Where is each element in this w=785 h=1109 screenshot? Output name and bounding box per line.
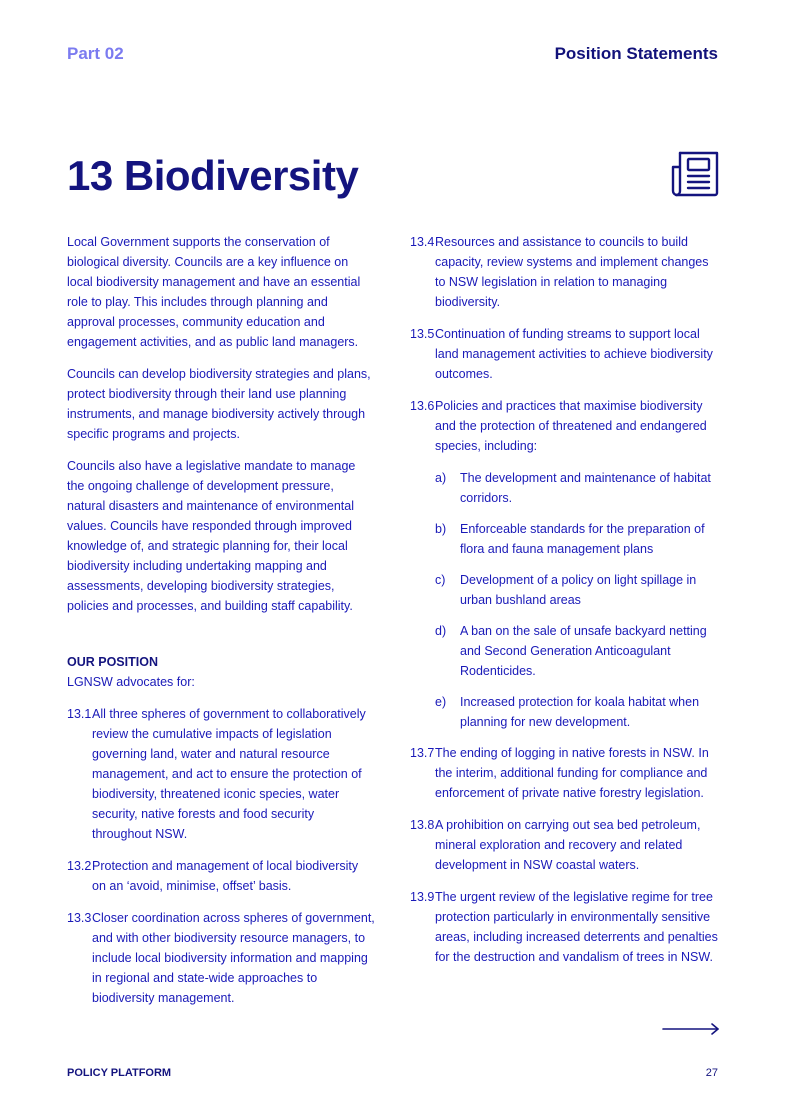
item-text: Policies and practices that maximise biodiversity and the protection of threatened and endangered species, including: — [435, 399, 707, 453]
item-number: 13.6 — [410, 399, 435, 413]
item-text: The ending of logging in native forests in NSW. In the interim, additional funding for compliance and enforcement of private native forestry legislation. — [435, 746, 709, 800]
sub-item — [410, 468, 720, 508]
intro-paragraph: Councils also have a legislative mandate to manage the ongoing challenge of development pressure, natural disasters and maintenance of environmental values. Councils have responded through improved knowledge of, and strategic planning for, their local biodiversity including undertaking mapping and assessments, developing biodiversity strategies, policies and processes, and building staff capability. — [67, 459, 356, 613]
item-text: Continuation of funding streams to support local land management activities to achieve biodiversity outcomes. — [435, 327, 713, 381]
item-text: All three spheres of government to collaboratively review the cumulative impacts of legislation governing land, water and natural resource management, and act to ensure the protection of biodiversity, threatened iconic species, water security, native forests and food security throughout NSW. — [92, 707, 366, 841]
our-position-heading: OUR POSITION — [67, 655, 158, 669]
sub-item-text: The development and maintenance of habitat corridors. — [460, 471, 711, 505]
position-item — [67, 856, 375, 896]
sub-item-letter: a) — [435, 471, 447, 485]
page-title: 13 Biodiversity — [67, 152, 359, 199]
sub-item-text: Enforceable standards for the preparation of flora and fauna management plans — [460, 522, 705, 556]
arrow-right-icon[interactable] — [662, 1022, 720, 1036]
sub-item-letter: d) — [435, 624, 447, 638]
position-item — [410, 887, 720, 967]
position-item — [410, 232, 720, 312]
sub-item-text: A ban on the sale of unsafe backyard netting and Second Generation Anticoagulant Rodenticides. — [460, 624, 707, 678]
footer-label: POLICY PLATFORM — [67, 1067, 172, 1079]
our-position-lead: LGNSW advocates for: — [67, 675, 195, 689]
position-item — [410, 815, 720, 875]
document-icon — [670, 151, 720, 197]
position-item — [410, 396, 720, 456]
item-text: Closer coordination across spheres of government, and with other biodiversity resource managers, to include local biodiversity information and mapping in regional and state-wide approaches to biodiversity management. — [92, 911, 375, 1005]
item-text: A prohibition on carrying out sea bed petroleum, mineral exploration and recovery and related development in NSW coastal waters. — [435, 818, 701, 872]
item-number: 13.3 — [67, 911, 92, 925]
sub-item-letter: e) — [435, 695, 447, 709]
position-item — [67, 704, 375, 844]
part-label: Part 02 — [67, 44, 124, 63]
item-number: 13.1 — [67, 707, 92, 721]
left-column — [67, 232, 375, 1020]
sub-item — [410, 519, 720, 559]
sub-item-text: Increased protection for koala habitat when planning for new development. — [460, 695, 700, 729]
item-text: Protection and management of local biodiversity on an ‘avoid, minimise, offset’ basis. — [92, 859, 359, 893]
sub-item — [410, 692, 720, 732]
position-item — [410, 743, 720, 803]
position-item — [410, 324, 720, 384]
item-number: 13.7 — [410, 746, 435, 760]
intro-paragraph: Councils can develop biodiversity strategies and plans, protect biodiversity through their land use planning instruments, and manage biodiversity actively through specific programs and projects. — [67, 367, 371, 441]
intro-paragraph: Local Government supports the conservation of biological diversity. Councils are a key influence on local biodiversity management and have an essential role to play. This includes through planning and approval processes, community education and engagement activities, and as public land managers. — [67, 235, 361, 349]
item-number: 13.8 — [410, 818, 435, 832]
item-number: 13.9 — [410, 890, 435, 904]
item-text: The urgent review of the legislative regime for tree protection particularly in environmentally sensitive areas, including increased deterrents and penalties for the destruction and vandalism of trees in NSW. — [435, 890, 718, 964]
right-column — [410, 232, 720, 979]
sub-item — [410, 570, 720, 610]
sub-item-letter: c) — [435, 573, 446, 587]
item-number: 13.2 — [67, 859, 92, 873]
sub-item-letter: b) — [435, 522, 447, 536]
item-text: Resources and assistance to councils to build capacity, review systems and implement changes to NSW legislation in relation to managing biodiversity. — [435, 235, 709, 309]
item-number: 13.5 — [410, 327, 435, 341]
position-item — [67, 908, 375, 1008]
section-title: Position Statements — [554, 44, 718, 63]
page-number: 27 — [705, 1067, 718, 1079]
sub-item-text: Development of a policy on light spillage in urban bushland areas — [460, 573, 697, 607]
item-number: 13.4 — [410, 235, 435, 249]
sub-item — [410, 621, 720, 681]
